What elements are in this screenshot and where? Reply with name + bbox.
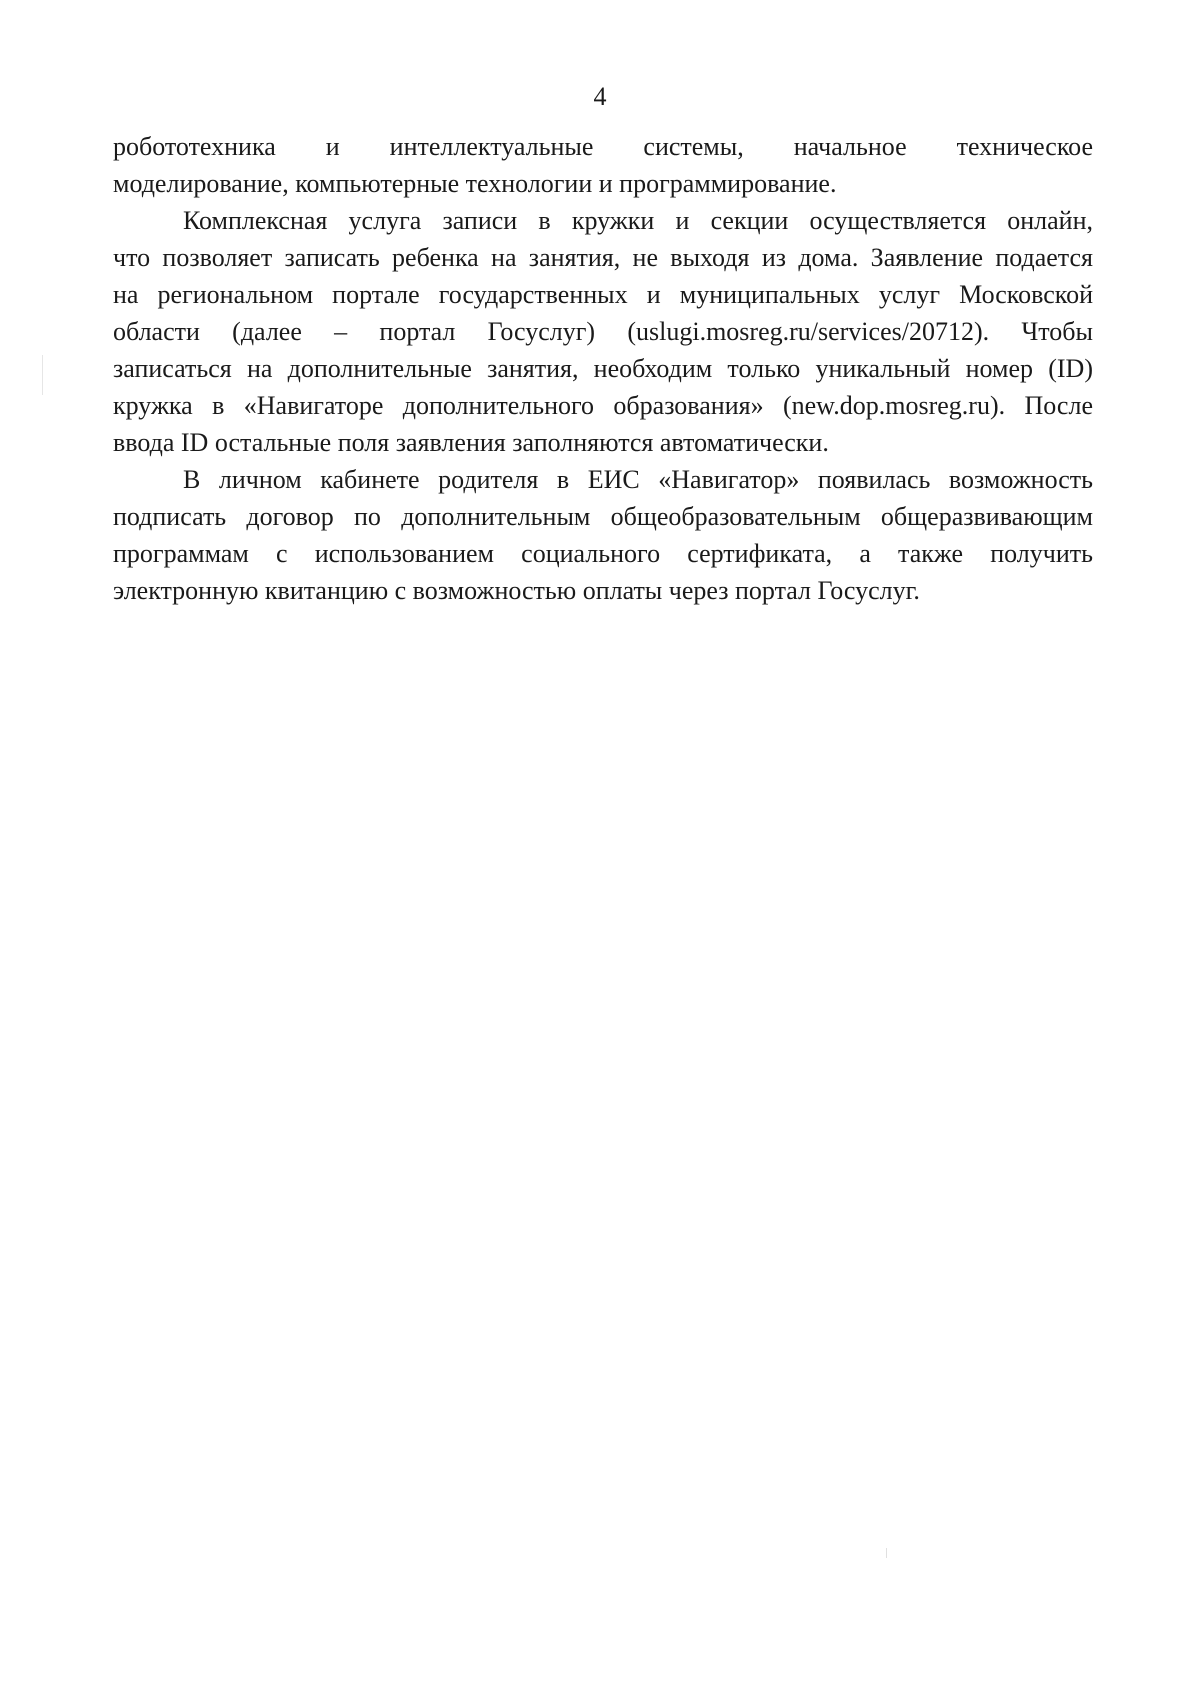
- text-line: моделирование, компьютерные технологии и программирование.: [113, 169, 837, 198]
- text-line: на региональном портале государственных и муниципальных услуг Московской: [113, 280, 1093, 309]
- page-number: 4: [593, 82, 607, 111]
- text-line: области (далее – портал Госуслуг) (uslugi.mosreg.ru/services/20712). Чтобы: [113, 317, 1093, 346]
- document-body: [113, 128, 1093, 609]
- paragraph-2: [113, 202, 1093, 461]
- text-line: электронную квитанцию с возможностью оплаты через портал Госуслуг.: [113, 576, 920, 605]
- text-line: ввода ID остальные поля заявления заполняются автоматически.: [113, 428, 829, 457]
- scan-margin-mark: [42, 355, 43, 395]
- text-line: что позволяет записать ребенка на занятия, не выходя из дома. Заявление подается: [113, 243, 1093, 272]
- text-line: подписать договор по дополнительным общеобразовательным общеразвивающим: [113, 502, 1093, 531]
- text-line: программам с использованием социального сертификата, а также получить: [113, 539, 1093, 568]
- text-line: кружка в «Навигаторе дополнительного образования» (new.dop.mosreg.ru). После: [113, 391, 1093, 420]
- paragraph-1: [113, 128, 1093, 202]
- text-line: В личном кабинете родителя в ЕИС «Навигатор» появилась возможность: [183, 465, 1093, 494]
- paragraph-3: [113, 461, 1093, 609]
- text-line: Комплексная услуга записи в кружки и секции осуществляется онлайн,: [183, 206, 1093, 235]
- text-line: робототехника и интеллектуальные системы, начальное техническое: [113, 132, 1093, 161]
- text-line: записаться на дополнительные занятия, необходим только уникальный номер (ID): [113, 354, 1093, 383]
- scan-dust-mark: [886, 1548, 887, 1558]
